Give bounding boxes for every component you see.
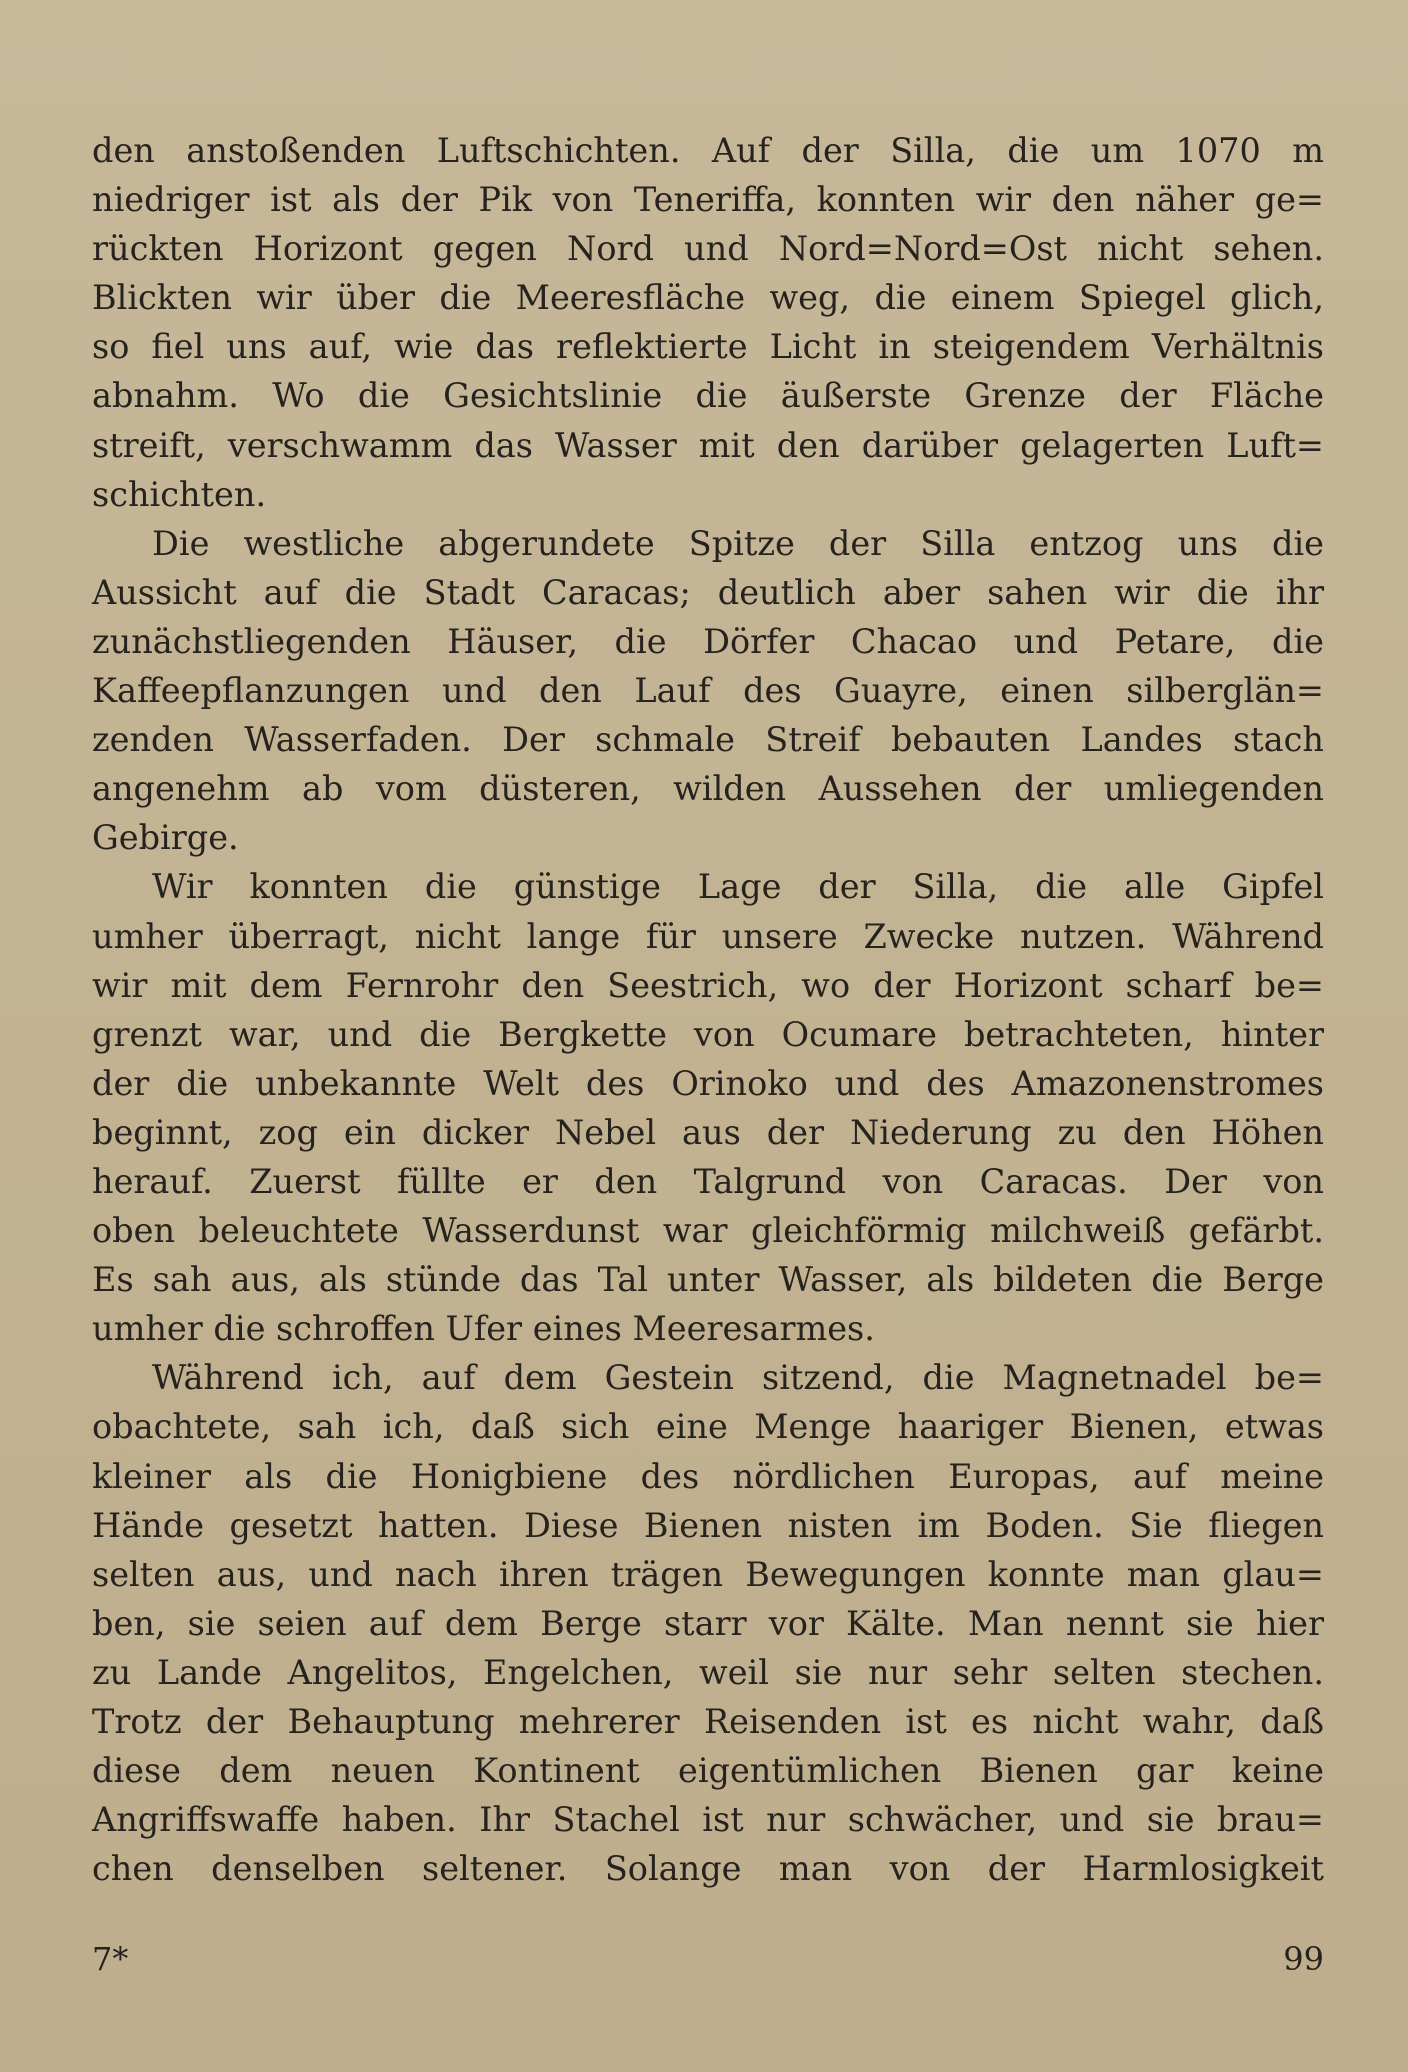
text-line: Aussicht auf die Stadt Caracas; deutlich aber sahen wir die ihr [92, 572, 1324, 612]
text-line: Angriffswaffe haben. Ihr Stachel ist nur schwächer, und sie brau= [92, 1800, 1324, 1840]
text-line: oben beleuchtete Wasserdunst war gleichförmig milchweiß gefärbt. [92, 1211, 1324, 1251]
paragraph-2 [92, 519, 1324, 863]
text-line: den anstoßenden Luftschichten. Auf der Silla, die um 1070 m [92, 131, 1324, 170]
text-line: Die westliche abgerundete Spitze der Silla entzog uns die [152, 523, 1324, 563]
text-line: Es sah aus, als stünde das Tal unter Wasser, als bildeten die Berge [92, 1260, 1324, 1300]
text-line: der die unbekannte Welt des Orinoko und des Amazonenstromes [92, 1063, 1324, 1103]
text-line: angenehm ab vom düsteren, wilden Aussehen der umliegenden [92, 769, 1324, 809]
text-line: obachtete, sah ich, daß sich eine Menge haariger Bienen, etwas [92, 1407, 1324, 1447]
text-line: chen denselben seltener. Solange man von der Harmlosigkeit [92, 1849, 1324, 1889]
text-line: niedriger ist als der Pik von Teneriffa, konnten wir den näher ge= [92, 180, 1324, 220]
text-line: zu Lande Angelitos, Engelchen, weil sie nur sehr selten stechen. [92, 1652, 1324, 1692]
text-line: umher die schroffen Ufer eines Meeresarmes. [92, 1309, 875, 1349]
text-line: abnahm. Wo die Gesichtslinie die äußerste Grenze der Fläche [92, 376, 1324, 416]
text-line: ben, sie seien auf dem Berge starr vor Kälte. Man nennt sie hier [92, 1603, 1324, 1643]
text-line: Hände gesetzt hatten. Diese Bienen nisten im Boden. Sie fliegen [92, 1505, 1324, 1545]
page-number: 99 [1283, 1940, 1324, 1978]
text-line: umher überragt, nicht lange für unsere Zwecke nutzen. Während [92, 916, 1324, 956]
text-line: rückten Horizont gegen Nord und Nord=Nord=Ost nicht sehen. [92, 229, 1324, 269]
text-line: Kaffeepflanzungen und den Lauf des Guayre, einen silberglän= [92, 671, 1324, 711]
text-line: so fiel uns auf, wie das reflektierte Licht in steigendem Verhältnis [92, 327, 1324, 367]
text-line: zenden Wasserfaden. Der schmale Streif bebauten Landes stach [92, 720, 1324, 760]
text-line: diese dem neuen Kontinent eigentümlichen Bienen gar keine [92, 1751, 1324, 1791]
text-line: selten aus, und nach ihren trägen Bewegungen konnte man glau= [92, 1554, 1324, 1594]
signature-mark: 7* [92, 1940, 129, 1978]
text-line: Trotz der Behauptung mehrerer Reisenden ist es nicht wahr, daß [92, 1702, 1324, 1741]
text-line: zunächstliegenden Häuser, die Dörfer Chacao und Petare, die [92, 621, 1324, 661]
text-line: Wir konnten die günstige Lage der Silla, die alle Gipfel [152, 867, 1324, 907]
text-line: Während ich, auf dem Gestein sitzend, die Magnetnadel be= [152, 1358, 1324, 1398]
text-line: streift, verschwamm das Wasser mit den darüber gelagerten Luft= [92, 425, 1324, 465]
paragraph-4 [92, 1353, 1324, 1893]
paragraph-3 [92, 862, 1324, 1353]
text-line: Gebirge. [92, 818, 239, 858]
text-line: Blickten wir über die Meeresfläche weg, die einem Spiegel glich, [92, 278, 1324, 318]
text-line: schichten. [92, 474, 267, 514]
page-footer [92, 1940, 1324, 1984]
text-line: herauf. Zuerst füllte er den Talgrund von Caracas. Der von [92, 1161, 1324, 1201]
text-line: beginnt, zog ein dicker Nebel aus der Niederung zu den Höhen [92, 1112, 1324, 1152]
body-text [92, 126, 1324, 1893]
text-line: wir mit dem Fernrohr den Seestrich, wo der Horizont scharf be= [92, 965, 1324, 1005]
text-line: kleiner als die Honigbiene des nördlichen Europas, auf meine [92, 1456, 1324, 1496]
text-line: grenzt war, und die Bergkette von Ocumare betrachteten, hinter [92, 1014, 1324, 1054]
paragraph-1 [92, 126, 1324, 519]
